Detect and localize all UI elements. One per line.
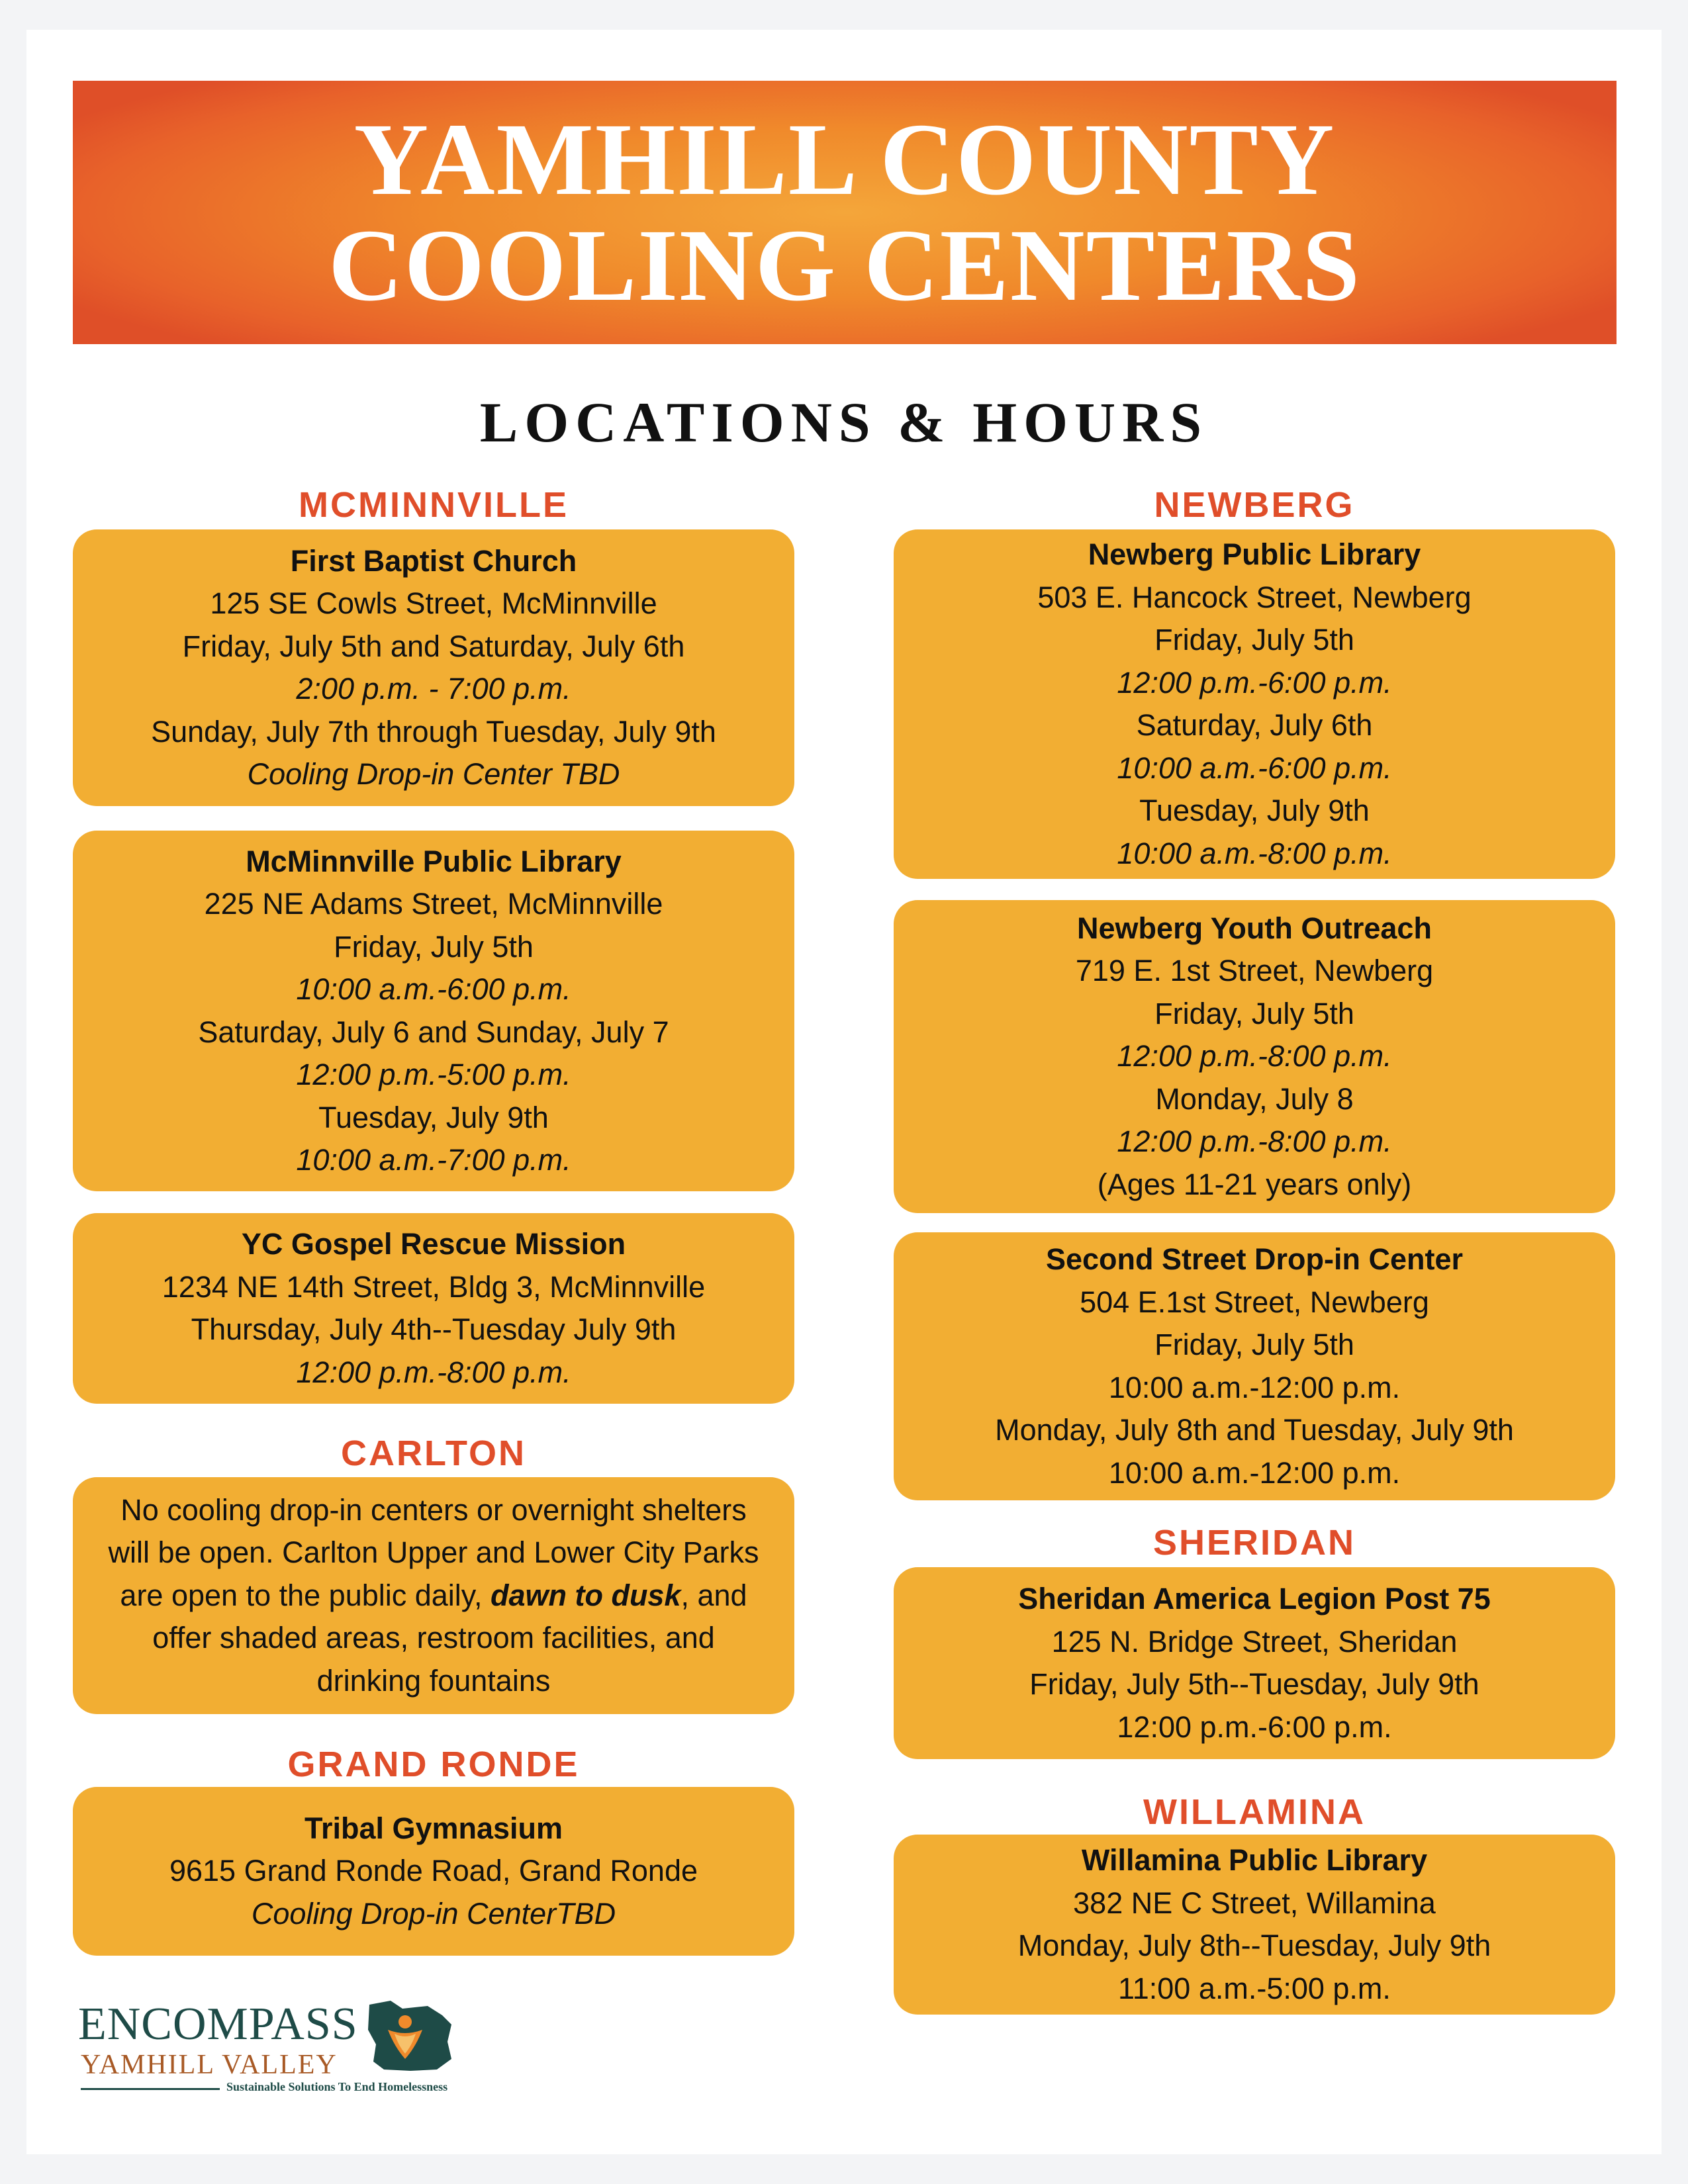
site-hours-line: Saturday, July 6 and Sunday, July 7 [198, 1015, 669, 1049]
site-hours-line: Sunday, July 7th through Tuesday, July 9th [151, 714, 716, 749]
site-name: First Baptist Church [290, 543, 577, 578]
heading-newberg: NEWBERG [1154, 485, 1355, 525]
site-name: Sheridan America Legion Post 75 [1018, 1582, 1491, 1615]
logo-subname: YAMHILL VALLEY [81, 2050, 338, 2080]
oregon-map-person-icon [364, 1995, 457, 2075]
site-hours-line: Saturday, July 6th [1136, 708, 1373, 742]
site-hours-line: 11:00 a.m.-5:00 p.m. [1118, 1971, 1391, 2005]
site-hours-line: 10:00 a.m.-8:00 p.m. [1117, 836, 1392, 870]
site-hours-line: Friday, July 5th [1154, 623, 1354, 657]
site-hours-line: 10:00 a.m.-7:00 p.m. [296, 1143, 571, 1177]
site-hours-line: Thursday, July 4th--Tuesday July 9th [191, 1312, 677, 1346]
carlton-text-before: No cooling drop-in centers or overnight shelters will be open. Carlton Upper and Lower City Parks are open to the public daily, [108, 1492, 759, 1612]
site-hours-line: 2:00 p.m. - 7:00 p.m. [296, 672, 571, 705]
site-hours-line: 10:00 a.m.-6:00 p.m. [296, 972, 571, 1006]
site-hours-line: Friday, July 5th [1154, 996, 1354, 1030]
site-hours-line: 12:00 p.m.-8:00 p.m. [1117, 1039, 1392, 1073]
site-hours-line: 12:00 p.m.-8:00 p.m. [1117, 1124, 1392, 1159]
site-name: YC Gospel Rescue Mission [241, 1227, 626, 1261]
site-address: 225 NE Adams Street, McMinnville [204, 887, 663, 921]
site-hours-line: Tuesday, July 9th [1139, 794, 1370, 827]
banner-title-line-1: YAMHILL COUNTY [353, 102, 1336, 216]
card-newberg-public-library [894, 529, 1615, 879]
site-hours-line: Monday, July 8th and Tuesday, July 9th [995, 1413, 1514, 1447]
site-name: Tribal Gymnasium [304, 1811, 563, 1845]
site-hours-line: Monday, July 8 [1155, 1081, 1354, 1116]
site-hours-line: 10:00 a.m.-6:00 p.m. [1117, 751, 1392, 785]
site-name: Willamina Public Library [1081, 1843, 1428, 1877]
encompass-logo [73, 1995, 470, 2101]
logo-tagline: Sustainable Solutions To End Homelessness [226, 2080, 448, 2093]
site-hours-line: Cooling Drop-in Center TBD [247, 757, 620, 791]
heading-carlton: CARLTON [341, 1433, 526, 1473]
card-second-street-drop-in-center [894, 1232, 1615, 1500]
title-banner [73, 81, 1617, 344]
card-first-baptist-church [73, 529, 794, 806]
site-address: 9615 Grand Ronde Road, Grand Ronde [169, 1854, 698, 1888]
carlton-text-after: , and offer shaded areas, restroom facilities, and drinking fountains [152, 1578, 747, 1698]
site-address: 125 N. Bridge Street, Sheridan [1051, 1624, 1458, 1659]
card-newberg-youth-outreach [894, 900, 1615, 1213]
heading-grand-ronde: GRAND RONDE [287, 1745, 580, 1784]
logo-name: ENCOMPASS [78, 1999, 358, 2050]
card-carlton-notice [73, 1477, 794, 1714]
heading-mcminnville: MCMINNVILLE [299, 485, 569, 525]
logo-rule [81, 2088, 220, 2090]
site-hours-line: Tuesday, July 9th [318, 1100, 549, 1134]
site-hours-line: 12:00 p.m.-6:00 p.m. [1117, 1709, 1392, 1744]
card-yc-gospel-rescue-mission [73, 1213, 794, 1404]
site-name: McMinnville Public Library [246, 844, 622, 878]
site-name: Newberg Youth Outreach [1077, 911, 1432, 945]
site-address: 503 E. Hancock Street, Newberg [1037, 580, 1472, 614]
heading-sheridan: SHERIDAN [1152, 1523, 1356, 1563]
site-hours-line: 10:00 a.m.-12:00 p.m. [1108, 1455, 1401, 1490]
site-name: Newberg Public Library [1088, 537, 1421, 571]
site-address: 1234 NE 14th Street, Bldg 3, McMinnville [162, 1269, 706, 1304]
card-mcminnville-public-library [73, 831, 794, 1191]
site-hours-line: 12:00 p.m.-8:00 p.m. [296, 1355, 571, 1389]
site-hours-line: Friday, July 5th--Tuesday, July 9th [1029, 1667, 1479, 1701]
site-hours-line: Friday, July 5th [1154, 1328, 1354, 1361]
site-hours-line: 10:00 a.m.-12:00 p.m. [1108, 1370, 1401, 1404]
carlton-text-emphasis: dawn to dusk [490, 1578, 681, 1612]
site-hours-line: (Ages 11-21 years only) [1097, 1167, 1412, 1201]
site-name: Second Street Drop-in Center [1045, 1242, 1464, 1276]
card-tribal-gymnasium [73, 1787, 794, 1956]
card-sheridan-legion-post [894, 1567, 1615, 1759]
site-hours-line: Cooling Drop-in CenterTBD [251, 1896, 616, 1931]
site-address: 719 E. 1st Street, Newberg [1075, 954, 1434, 988]
card-willamina-public-library [894, 1835, 1615, 2015]
banner-title-line-2: COOLING CENTERS [328, 208, 1361, 322]
site-hours-line: 12:00 p.m.-6:00 p.m. [1117, 665, 1392, 700]
site-address: 504 E.1st Street, Newberg [1080, 1285, 1429, 1319]
page-subtitle: LOCATIONS & HOURS [479, 390, 1209, 454]
site-hours-line: 12:00 p.m.-5:00 p.m. [296, 1058, 571, 1091]
site-address: 382 NE C Street, Willamina [1073, 1886, 1436, 1920]
site-hours-line: Friday, July 5th [334, 929, 534, 964]
site-address: 125 SE Cowls Street, McMinnville [210, 586, 657, 620]
site-hours-line: Monday, July 8th--Tuesday, July 9th [1017, 1929, 1491, 1962]
carlton-notice-text [99, 1489, 768, 1703]
site-hours-line: Friday, July 5th and Saturday, July 6th [182, 629, 685, 663]
heading-willamina: WILLAMINA [1143, 1792, 1366, 1832]
